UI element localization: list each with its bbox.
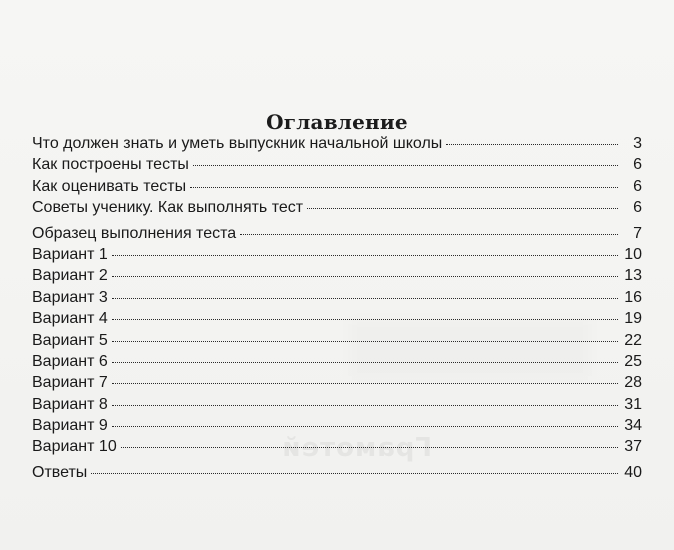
toc-entry-label: Вариант 6 xyxy=(32,352,108,370)
toc-entry-variant-7 xyxy=(32,372,642,393)
dot-leader xyxy=(240,233,618,235)
toc-entry-page: 25 xyxy=(624,352,642,370)
toc-entry-page: 10 xyxy=(624,245,642,263)
toc-entry-label: Советы ученику. Как выполнять тест xyxy=(32,199,304,217)
toc-entry-student-tips xyxy=(32,197,642,218)
toc-entry-variant-5 xyxy=(32,330,642,351)
toc-entry-page: 13 xyxy=(624,267,642,285)
dot-leader xyxy=(190,186,618,188)
dot-leader xyxy=(112,340,618,342)
toc-entry-label: Вариант 4 xyxy=(32,310,108,328)
toc-entry-variant-3 xyxy=(32,287,642,308)
toc-entry-label: Вариант 7 xyxy=(32,374,108,392)
toc-entry-label: Вариант 2 xyxy=(32,267,108,285)
toc-title: Оглавление xyxy=(266,110,408,134)
toc-entry-page: 16 xyxy=(624,288,642,306)
toc-entry-page: 37 xyxy=(624,438,642,456)
dot-leader xyxy=(307,207,618,209)
dot-leader xyxy=(112,275,618,277)
dot-leader xyxy=(112,404,618,406)
toc-entry-label: Что должен знать и уметь выпускник начальной школы xyxy=(32,135,443,152)
toc-entry-graduate-skills xyxy=(32,133,642,154)
toc-entry-label: Образец выполнения теста xyxy=(32,224,237,242)
bleed-through-text: Грамотей xyxy=(281,433,432,463)
toc-entry-variant-6 xyxy=(32,351,642,372)
toc-entry-page: 34 xyxy=(624,417,642,435)
dot-leader xyxy=(112,425,618,427)
dot-leader xyxy=(112,297,618,299)
dot-leader xyxy=(112,361,618,363)
toc-entry-label: Как построены тесты xyxy=(32,156,189,174)
dot-leader xyxy=(193,164,618,166)
toc-entry-page: 6 xyxy=(633,177,642,195)
dot-leader xyxy=(121,446,618,448)
toc-entry-page: 22 xyxy=(624,331,642,349)
toc-entry-variant-1 xyxy=(32,244,642,265)
toc-entry-test-structure xyxy=(32,154,642,175)
toc-entry-variant-10 xyxy=(32,436,642,457)
toc-entry-label: Как оценивать тесты xyxy=(32,177,187,195)
dot-leader xyxy=(446,143,618,145)
toc-entry-grading xyxy=(32,176,642,197)
toc-entry-variant-9 xyxy=(32,415,642,436)
toc-entry-label: Ответы xyxy=(32,463,88,481)
toc-entry-answers xyxy=(32,462,642,483)
toc-entry-label: Вариант 8 xyxy=(32,395,108,413)
toc-entry-label: Вариант 9 xyxy=(32,417,108,435)
toc-entry-page: 7 xyxy=(633,224,642,242)
toc-entry-page: 6 xyxy=(633,156,642,174)
toc-entry-variant-2 xyxy=(32,265,642,286)
dot-leader xyxy=(112,318,618,320)
dot-leader xyxy=(112,382,618,384)
toc-entry-label: Вариант 1 xyxy=(32,245,108,263)
toc-entry-label: Вариант 10 xyxy=(32,438,117,456)
toc-entry-variant-4 xyxy=(32,308,642,329)
toc-entry-page: 6 xyxy=(633,199,642,217)
table-of-contents xyxy=(32,133,642,483)
toc-entry-page: 31 xyxy=(624,395,642,413)
toc-entry-page: 3 xyxy=(633,135,642,152)
toc-entry-page: 19 xyxy=(624,310,642,328)
toc-entry-page: 40 xyxy=(624,463,642,481)
toc-entry-label: Вариант 5 xyxy=(32,331,108,349)
toc-entry-variant-8 xyxy=(32,394,642,415)
toc-entry-label: Вариант 3 xyxy=(32,288,108,306)
dot-leader xyxy=(112,254,618,256)
toc-entry-page: 28 xyxy=(624,374,642,392)
dot-leader xyxy=(91,472,618,474)
toc-entry-sample-test xyxy=(32,223,642,244)
